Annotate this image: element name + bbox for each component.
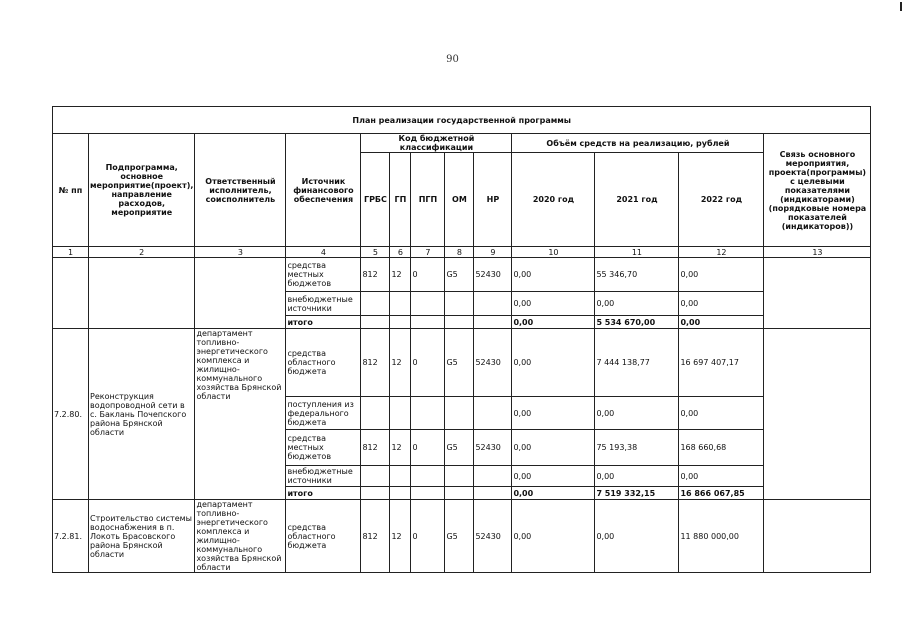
cell-np: [474, 292, 512, 316]
cell-no: 7.2.80.: [53, 329, 89, 500]
cell-pgp: 0: [411, 500, 445, 573]
header-pgp: ПГП: [411, 153, 445, 247]
cell-source-total: итого: [286, 316, 361, 329]
col-num: 9: [474, 247, 512, 258]
cell-pgp: [411, 466, 445, 487]
cell-source: поступления из федерального бюджета: [286, 397, 361, 430]
cell-2022: 0,00: [679, 292, 764, 316]
cell-source: средства местных бюджетов: [286, 258, 361, 292]
header-np: НР: [474, 153, 512, 247]
table-title-row: [53, 107, 871, 134]
col-num: 5: [361, 247, 390, 258]
table-row: [53, 500, 871, 573]
cell-program: Реконструкция водопроводной сети в с. Баклань Почепского района Брянской области: [89, 329, 195, 500]
cell-2022: 16 866 067,85: [679, 487, 764, 500]
cell-no-empty: [53, 258, 89, 329]
program-plan-table: [52, 106, 871, 573]
cell-2021: 75 193,38: [595, 430, 679, 466]
cell-2022: 0,00: [679, 466, 764, 487]
cell-om: G5: [445, 500, 474, 573]
cell-np: [474, 487, 512, 500]
cell-responsible: департамент топливно-энергетического комплекса и жилищно-коммунального хозяйства Брянской области: [195, 329, 286, 500]
header-program: Подпрограмма, основное мероприятие(проект), направление расходов, мероприятие: [89, 134, 195, 247]
cell-source: внебюджетные источники: [286, 292, 361, 316]
col-num: 10: [512, 247, 595, 258]
col-num: 4: [286, 247, 361, 258]
header-row: [53, 134, 871, 153]
cell-2021: 0,00: [595, 397, 679, 430]
cell-2021: 0,00: [595, 466, 679, 487]
header-volume: Объём средств на реализацию, рублей: [512, 134, 764, 153]
cell-2020: 0,00: [512, 316, 595, 329]
cell-gp: 12: [390, 258, 411, 292]
header-om: ОМ: [445, 153, 474, 247]
table-row: [53, 329, 871, 397]
cell-np: 52430: [474, 258, 512, 292]
col-num: 7: [411, 247, 445, 258]
cell-source: внебюджетные источники: [286, 466, 361, 487]
cell-2022: 0,00: [679, 397, 764, 430]
cell-2022: 168 660,68: [679, 430, 764, 466]
cell-source: средства местных бюджетов: [286, 430, 361, 466]
cell-gp: 12: [390, 430, 411, 466]
cell-2021: 5 534 670,00: [595, 316, 679, 329]
header-gp: ГП: [390, 153, 411, 247]
cell-2020: 0,00: [512, 500, 595, 573]
col-num: 6: [390, 247, 411, 258]
cell-responsible-empty: [195, 258, 286, 329]
cell-program: Строительство системы водоснабжения в п. Локоть Брасовского района Брянской области: [89, 500, 195, 573]
header-link: Связь основного мероприятия, проекта(программы) с целевыми показателями (индикаторами) (порядковые номера показателей (индикаторов)): [764, 134, 871, 247]
cell-np: 52430: [474, 329, 512, 397]
cell-2021: 7 444 138,77: [595, 329, 679, 397]
cell-grbs: [361, 397, 390, 430]
header-2020: 2020 год: [512, 153, 595, 247]
cell-2020: 0,00: [512, 258, 595, 292]
cell-gp: [390, 466, 411, 487]
cell-om: [445, 466, 474, 487]
cell-gp: [390, 487, 411, 500]
cell-2022: 16 697 407,17: [679, 329, 764, 397]
header-2022: 2022 год: [679, 153, 764, 247]
col-num: 3: [195, 247, 286, 258]
cell-om: [445, 397, 474, 430]
header-budget-code: Код бюджетной классификации: [361, 134, 512, 153]
cell-link-empty: [764, 329, 871, 500]
cell-om: [445, 487, 474, 500]
cell-2020: 0,00: [512, 487, 595, 500]
cell-pgp: [411, 292, 445, 316]
cell-np: [474, 466, 512, 487]
cell-source: средства областного бюджета: [286, 500, 361, 573]
cell-pgp: [411, 487, 445, 500]
cell-grbs: 812: [361, 430, 390, 466]
cell-np: [474, 397, 512, 430]
column-number-row: [53, 247, 871, 258]
cell-responsible: департамент топливно-энергетического комплекса и жилищно-коммунального хозяйства Брянской области: [195, 500, 286, 573]
cell-gp: 12: [390, 500, 411, 573]
cell-om: G5: [445, 430, 474, 466]
cell-pgp: 0: [411, 258, 445, 292]
cell-om: [445, 292, 474, 316]
cell-om: G5: [445, 329, 474, 397]
table-title: План реализации государственной программы: [53, 107, 871, 134]
cell-gp: [390, 292, 411, 316]
cell-grbs: [361, 292, 390, 316]
scan-edge-mark: [900, 2, 902, 11]
cell-pgp: 0: [411, 430, 445, 466]
cell-grbs: 812: [361, 329, 390, 397]
cell-2020: 0,00: [512, 430, 595, 466]
cell-np: [474, 316, 512, 329]
cell-program-empty: [89, 258, 195, 329]
cell-2020: 0,00: [512, 292, 595, 316]
cell-grbs: 812: [361, 500, 390, 573]
cell-gp: [390, 397, 411, 430]
col-num: 1: [53, 247, 89, 258]
cell-grbs: [361, 466, 390, 487]
col-num: 12: [679, 247, 764, 258]
cell-link-empty: [764, 258, 871, 329]
cell-no: 7.2.81.: [53, 500, 89, 573]
cell-grbs: [361, 487, 390, 500]
header-2021: 2021 год: [595, 153, 679, 247]
cell-2020: 0,00: [512, 329, 595, 397]
table-row: [53, 258, 871, 292]
cell-grbs: [361, 316, 390, 329]
cell-source: средства областного бюджета: [286, 329, 361, 397]
cell-2022: 0,00: [679, 316, 764, 329]
col-num: 8: [445, 247, 474, 258]
cell-2021: 7 519 332,15: [595, 487, 679, 500]
col-num: 13: [764, 247, 871, 258]
cell-pgp: [411, 397, 445, 430]
cell-link-empty: [764, 500, 871, 573]
header-no: № пп: [53, 134, 89, 247]
cell-source-total: итого: [286, 487, 361, 500]
cell-np: 52430: [474, 500, 512, 573]
header-grbs: ГРБС: [361, 153, 390, 247]
cell-om: [445, 316, 474, 329]
cell-om: G5: [445, 258, 474, 292]
cell-2021: 0,00: [595, 292, 679, 316]
cell-pgp: 0: [411, 329, 445, 397]
col-num: 2: [89, 247, 195, 258]
header-source: Источник финансового обеспечения: [286, 134, 361, 247]
cell-2020: 0,00: [512, 466, 595, 487]
cell-np: 52430: [474, 430, 512, 466]
cell-gp: [390, 316, 411, 329]
cell-pgp: [411, 316, 445, 329]
page-number: 90: [446, 54, 459, 65]
header-responsible: Ответственный исполнитель, соисполнитель: [195, 134, 286, 247]
cell-2021: 55 346,70: [595, 258, 679, 292]
cell-2021: 0,00: [595, 500, 679, 573]
cell-2022: 11 880 000,00: [679, 500, 764, 573]
cell-2020: 0,00: [512, 397, 595, 430]
cell-gp: 12: [390, 329, 411, 397]
cell-grbs: 812: [361, 258, 390, 292]
col-num: 11: [595, 247, 679, 258]
cell-2022: 0,00: [679, 258, 764, 292]
